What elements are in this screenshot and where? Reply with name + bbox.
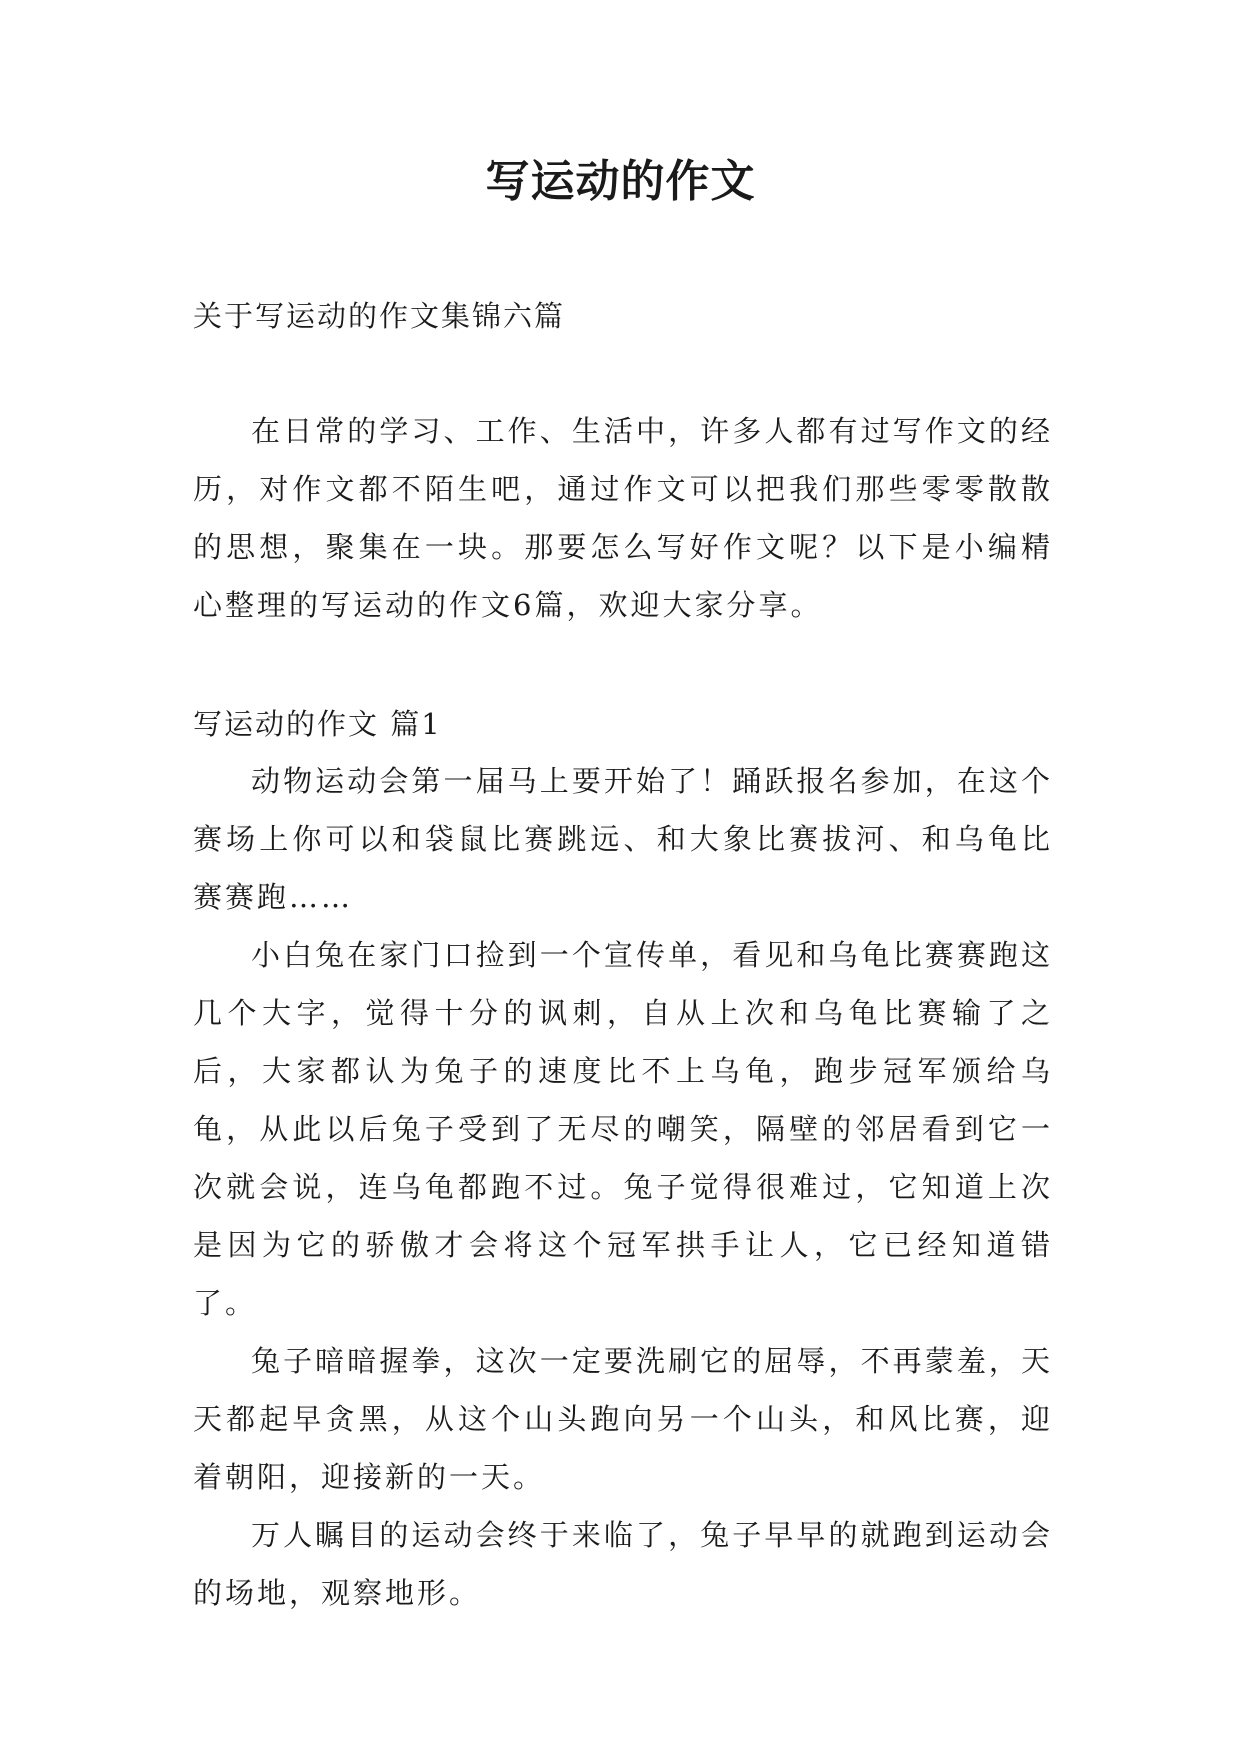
intro-section xyxy=(193,402,1053,634)
intro-paragraph: 在日常的学习、工作、生活中，许多人都有过写作文的经历，对作文都不陌生吧，通过作文可以把我们那些零零散散的思想，聚集在一块。那要怎么写好作文呢？以下是小编精心整理的写运动的作文6篇，欢迎大家分享。 xyxy=(193,414,1053,622)
story-section xyxy=(193,752,1053,1622)
story-paragraph-3: 兔子暗暗握拳，这次一定要洗刷它的屈辱，不再蒙羞，天天都起早贪黑，从这个山头跑向另一个山头，和风比赛，迎着朝阳，迎接新的一天。 xyxy=(193,1344,1053,1494)
section-heading: 写运动的作文 篇1 xyxy=(193,707,442,741)
story-paragraph-2: 小白兔在家门口捡到一个宣传单，看见和乌龟比赛赛跑这几个大字，觉得十分的讽刺，自从上次和乌龟比赛输了之后，大家都认为兔子的速度比不上乌龟，跑步冠军颁给乌龟，从此以后兔子受到了无尽的嘲笑，隔壁的邻居看到它一次就会说，连乌龟都跑不过。兔子觉得很难过，它知道上次是因为它的骄傲才会将这个冠军拱手让人，它已经知道错了。 xyxy=(193,938,1053,1320)
document-title: 写运动的作文 xyxy=(485,156,756,207)
document-subtitle: 关于写运动的作文集锦六篇 xyxy=(193,299,566,333)
story-paragraph-1: 动物运动会第一届马上要开始了！踊跃报名参加，在这个赛场上你可以和袋鼠比赛跳远、和大象比赛拔河、和乌龟比赛赛跑…… xyxy=(193,764,1053,914)
story-paragraph-4: 万人瞩目的运动会终于来临了，兔子早早的就跑到运动会的场地，观察地形。 xyxy=(193,1518,1053,1610)
